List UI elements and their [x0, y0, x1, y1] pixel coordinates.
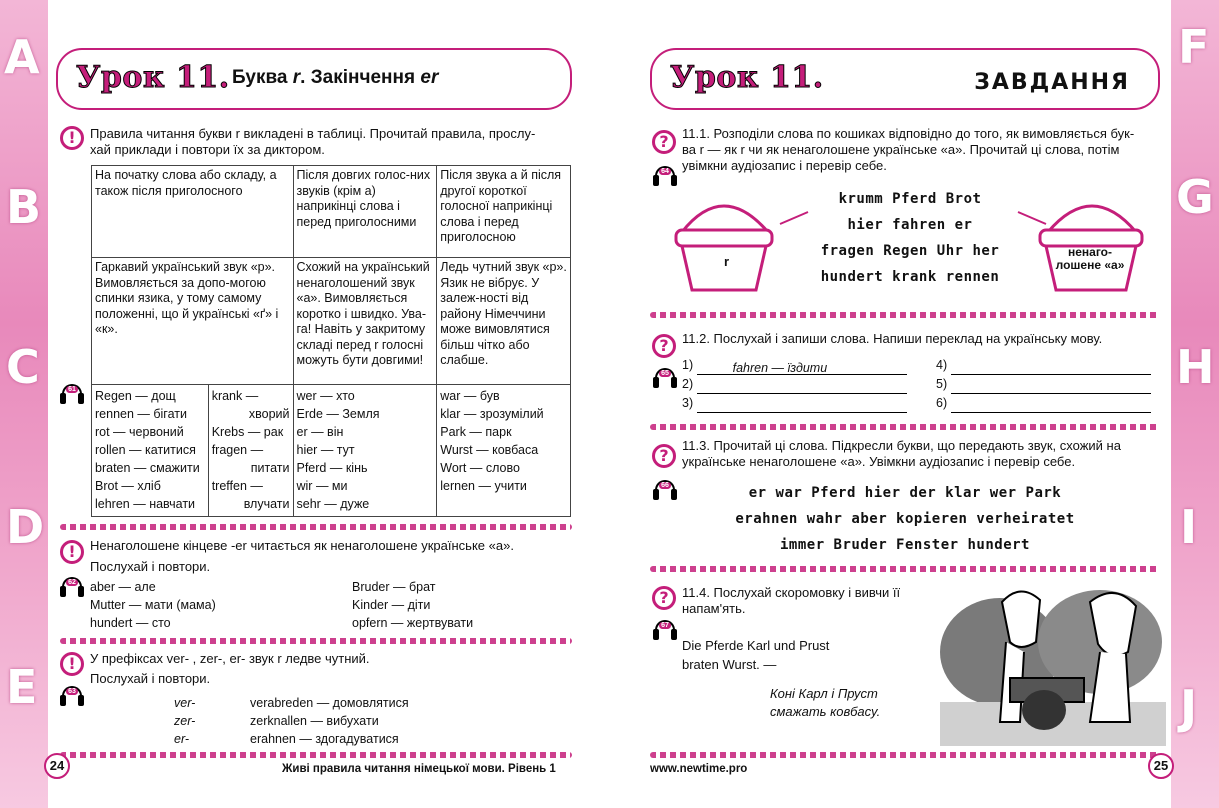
- wavy-divider: [60, 524, 572, 530]
- example-word: lehren — навчати: [95, 497, 196, 511]
- example-cell: [293, 385, 437, 517]
- example-word: klar — зрозумілий: [440, 407, 544, 421]
- example-word: Brot — хліб: [95, 479, 161, 493]
- page-number: 25: [1148, 753, 1174, 779]
- wavy-divider: [650, 566, 1160, 572]
- right-header-box: [650, 48, 1160, 110]
- side-letter-b: B: [6, 180, 42, 234]
- question-icon: ?: [652, 130, 676, 154]
- task-11-2-text: 11.2. Послухай і запиши слова. Напиши переклад на українську мову.: [682, 331, 1103, 346]
- side-letter-f: F: [1178, 20, 1210, 74]
- page-title: Буква r. Закінчення er: [232, 67, 439, 88]
- table-desc-cell: Ледь чутний звук «р». Язик не вібрує. У залеж-ності від району Німеччини може вимовлятися більш чітко або слабше.: [437, 258, 571, 385]
- task-11-3-text: 11.3. Прочитай ці слова. Підкресли букви, що передають звук, схожий на українське ненаголошене «а». Увімкни аудіозапис і перевір себе.: [682, 438, 1121, 469]
- example-word: Park — парк: [440, 425, 512, 439]
- example-word: rot — червоний: [95, 425, 184, 439]
- lesson-title: Урок 11.: [76, 60, 230, 95]
- example-word: sehr — дуже: [296, 497, 370, 511]
- basket-left-label: r: [724, 254, 730, 269]
- basket-right-label: ненаго-лошене «а»: [1055, 245, 1125, 272]
- question-icon: ?: [652, 444, 676, 468]
- headphones-icon[interactable]: 65: [653, 368, 677, 390]
- side-letter-j: J: [1180, 680, 1198, 734]
- example-word: lernen — учити: [440, 479, 527, 493]
- answer-field[interactable]: fahren — їздити: [697, 362, 907, 375]
- side-letter-e: E: [6, 660, 38, 714]
- side-letter-h: H: [1176, 340, 1215, 394]
- example-word: Wurst — ковбаса: [440, 443, 539, 457]
- example-word: Wort — слово: [440, 461, 520, 475]
- intro-text: Правила читання букви r викладені в таблиці. Прочитай правила, прослу- хай приклади і повтори їх за диктором.: [90, 126, 536, 157]
- prefix-words: verabreden — домовлятися zerknallen — вибухати erahnen — здогадуватися: [250, 696, 409, 746]
- tasks-title: ЗАВДАННЯ: [974, 70, 1130, 95]
- example-word: rennen — бігати: [95, 407, 187, 421]
- exclamation-icon: !: [60, 126, 84, 150]
- er-words-left: aber — але Mutter — мати (мама) hundert — сто: [90, 580, 216, 630]
- question-icon: ?: [652, 586, 676, 610]
- headphones-icon[interactable]: 64: [653, 166, 677, 188]
- example-word: krank —: [211, 389, 259, 403]
- listen-instruction: Послухай і повтори.: [90, 671, 211, 686]
- answer-lines-right: 4) 5) 6): [936, 356, 1151, 413]
- example-word: treffen —: [211, 479, 263, 493]
- left-header-box: [56, 48, 572, 110]
- example-word: er — він: [296, 425, 344, 439]
- table-header-cell: Після звука a й після другої короткої голосної наприкінці слова і перед приголосною: [437, 166, 571, 258]
- example-word: braten — смажити: [95, 461, 200, 475]
- listen-instruction: Послухай і повтори.: [90, 559, 211, 574]
- headphones-icon[interactable]: 62: [60, 577, 84, 599]
- example-word: fragen —: [211, 443, 264, 457]
- note-prefix: У префіксах ver- , zer-, er- звук r ледве чутний.: [90, 651, 370, 666]
- task-11-4-text: 11.4. Послухай скоромовку і вивчи її напам'ять.: [682, 585, 901, 616]
- side-letter-g: G: [1176, 170, 1214, 224]
- side-letter-c: C: [6, 340, 40, 394]
- example-word: Regen — дощ: [95, 389, 176, 403]
- answer-field[interactable]: [951, 400, 1151, 413]
- tongue-twister-de: Die Pferde Karl und Prust braten Wurst. —: [682, 638, 830, 672]
- wavy-divider: [650, 312, 1160, 318]
- wavy-divider: [60, 638, 572, 644]
- example-cell: [92, 385, 209, 517]
- answer-field[interactable]: [697, 400, 907, 413]
- footer-title: Живі правила читання німецької мови. Рівень 1: [282, 763, 556, 775]
- table-header-cell: На початку слова або складу, а також після приголосного: [92, 166, 294, 258]
- example-word: влучати: [243, 497, 290, 511]
- wavy-divider: [650, 752, 1160, 758]
- example-cell: [208, 385, 293, 517]
- example-word: hier — тут: [296, 443, 355, 457]
- sort-words: krumm Pferd Brot hier fahren er fragen Regen Uhr her hundert krank rennen: [820, 191, 1000, 285]
- headphones-icon[interactable]: 61: [60, 384, 84, 406]
- example-word: rollen — катитися: [95, 443, 196, 457]
- footer-url[interactable]: www.newtime.pro: [650, 763, 748, 775]
- answer-field[interactable]: [951, 362, 1151, 375]
- side-letter-a: A: [4, 30, 40, 84]
- basket-icon: [676, 206, 772, 290]
- tongue-twister-uk: Коні Карл і Пруст смажать ковбасу.: [770, 686, 881, 719]
- headphones-icon[interactable]: 67: [653, 620, 677, 642]
- example-word: Pferd — кінь: [296, 461, 368, 475]
- side-letter-d: D: [6, 500, 45, 554]
- example-word: wir — ми: [296, 479, 348, 493]
- headphones-icon[interactable]: 63: [60, 686, 84, 708]
- er-words-right: Bruder — брат Kinder — діти opfern — жертвувати: [352, 580, 474, 630]
- wavy-divider: [60, 752, 572, 758]
- side-letter-i: I: [1180, 500, 1198, 554]
- underline-words: er war Pferd hier der klar wer Park erahnen wahr aber kopieren verheiratet immer Bruder Fenster hundert: [735, 485, 1075, 553]
- headphones-icon[interactable]: 66: [653, 480, 677, 502]
- table-desc-cell: Гаркавий український звук «р». Вимовляється за допо-могою спинки язика, у тому самому положенні, що й українські «ґ» і «к».: [92, 258, 294, 385]
- example-word: Krebs — рак: [211, 425, 284, 439]
- exclamation-icon: !: [60, 652, 84, 676]
- horses-illustration: [940, 582, 1166, 746]
- prefix-list: ver- zer- er-: [174, 696, 196, 746]
- task-11-1-text: 11.1. Розподіли слова по кошиках відповідно до того, як вимовляється бук- ва r — як r чи як ненаголошене українське «а». Прочитай ці слова, потім увімкни аудіозапис і перевір себе.: [682, 126, 1135, 173]
- example-cell: [437, 385, 571, 517]
- answer-lines-left: 1) fahren — їздити 2) 3): [682, 356, 907, 413]
- question-icon: ?: [652, 334, 676, 358]
- rules-table: [91, 165, 571, 517]
- wavy-divider: [650, 424, 1160, 430]
- exclamation-icon: !: [60, 540, 84, 564]
- example-word: хворий: [248, 407, 290, 421]
- example-word: питати: [250, 461, 290, 475]
- note-er: Ненаголошене кінцеве -er читається як ненаголошене українське «а».: [90, 538, 514, 553]
- table-header-cell: Після довгих голос-них звуків (крім a) наприкінці слова і перед приголосними: [293, 166, 437, 258]
- table-desc-cell: Схожий на український ненаголошений звук «а». Вимовляється коротко і швидко. Ува-га! Навіть у закритому складі перед r голосні можуть бути довгими!: [293, 258, 437, 385]
- lesson-title: Урок 11.: [670, 60, 824, 95]
- answer-field[interactable]: [697, 381, 907, 394]
- answer-field[interactable]: [951, 381, 1151, 394]
- example-word: Erde — Земля: [296, 407, 380, 421]
- example-word: wer — хто: [296, 389, 355, 403]
- example-word: war — був: [440, 389, 500, 403]
- page-number: 24: [44, 753, 70, 779]
